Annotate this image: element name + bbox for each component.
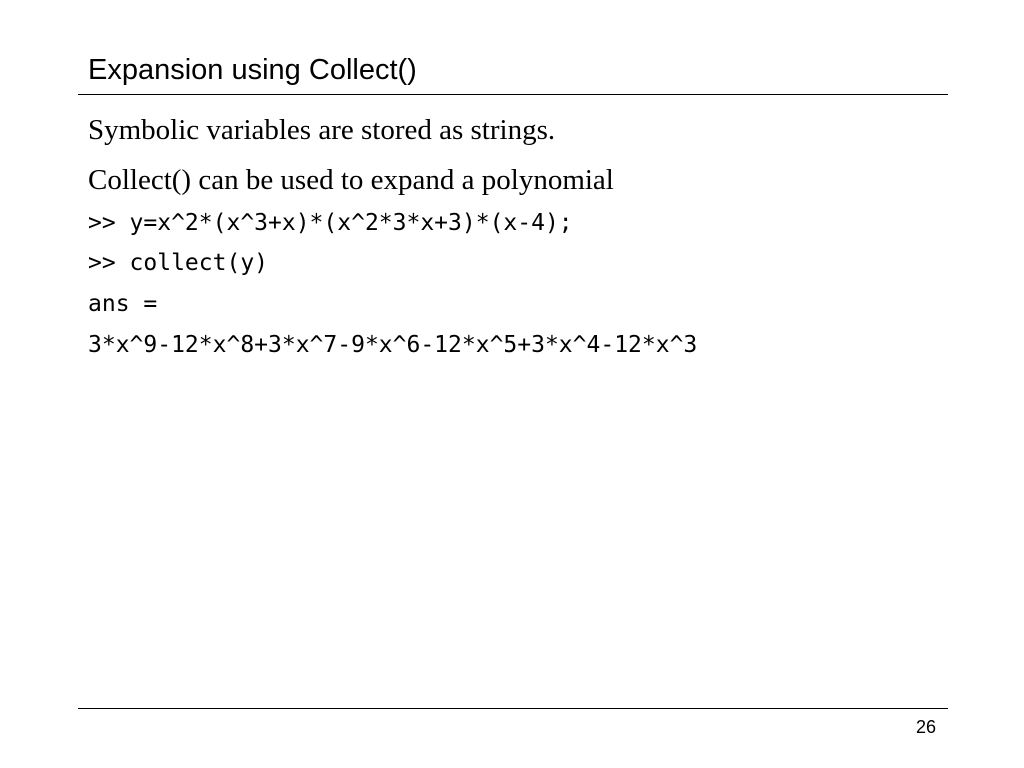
code-line-command: >> y=x^2*(x^3+x)*(x^2*3*x+3)*(x-4); (88, 210, 573, 236)
code-line-output-label: ans = (88, 291, 158, 317)
body-text-line: Symbolic variables are stored as strings. (88, 114, 556, 146)
code-line-output: 3*x^9-12*x^8+3*x^7-9*x^6-12*x^5+3*x^4-12*x^3 (88, 332, 698, 358)
page-number: 26 (915, 717, 936, 737)
footer-divider (78, 708, 948, 709)
body-text-line: Collect() can be used to expand a polynomial (88, 164, 614, 196)
code-line-command: >> collect(y) (88, 250, 269, 276)
title-divider (78, 94, 948, 95)
slide-title: Expansion using Collect() (88, 54, 417, 86)
